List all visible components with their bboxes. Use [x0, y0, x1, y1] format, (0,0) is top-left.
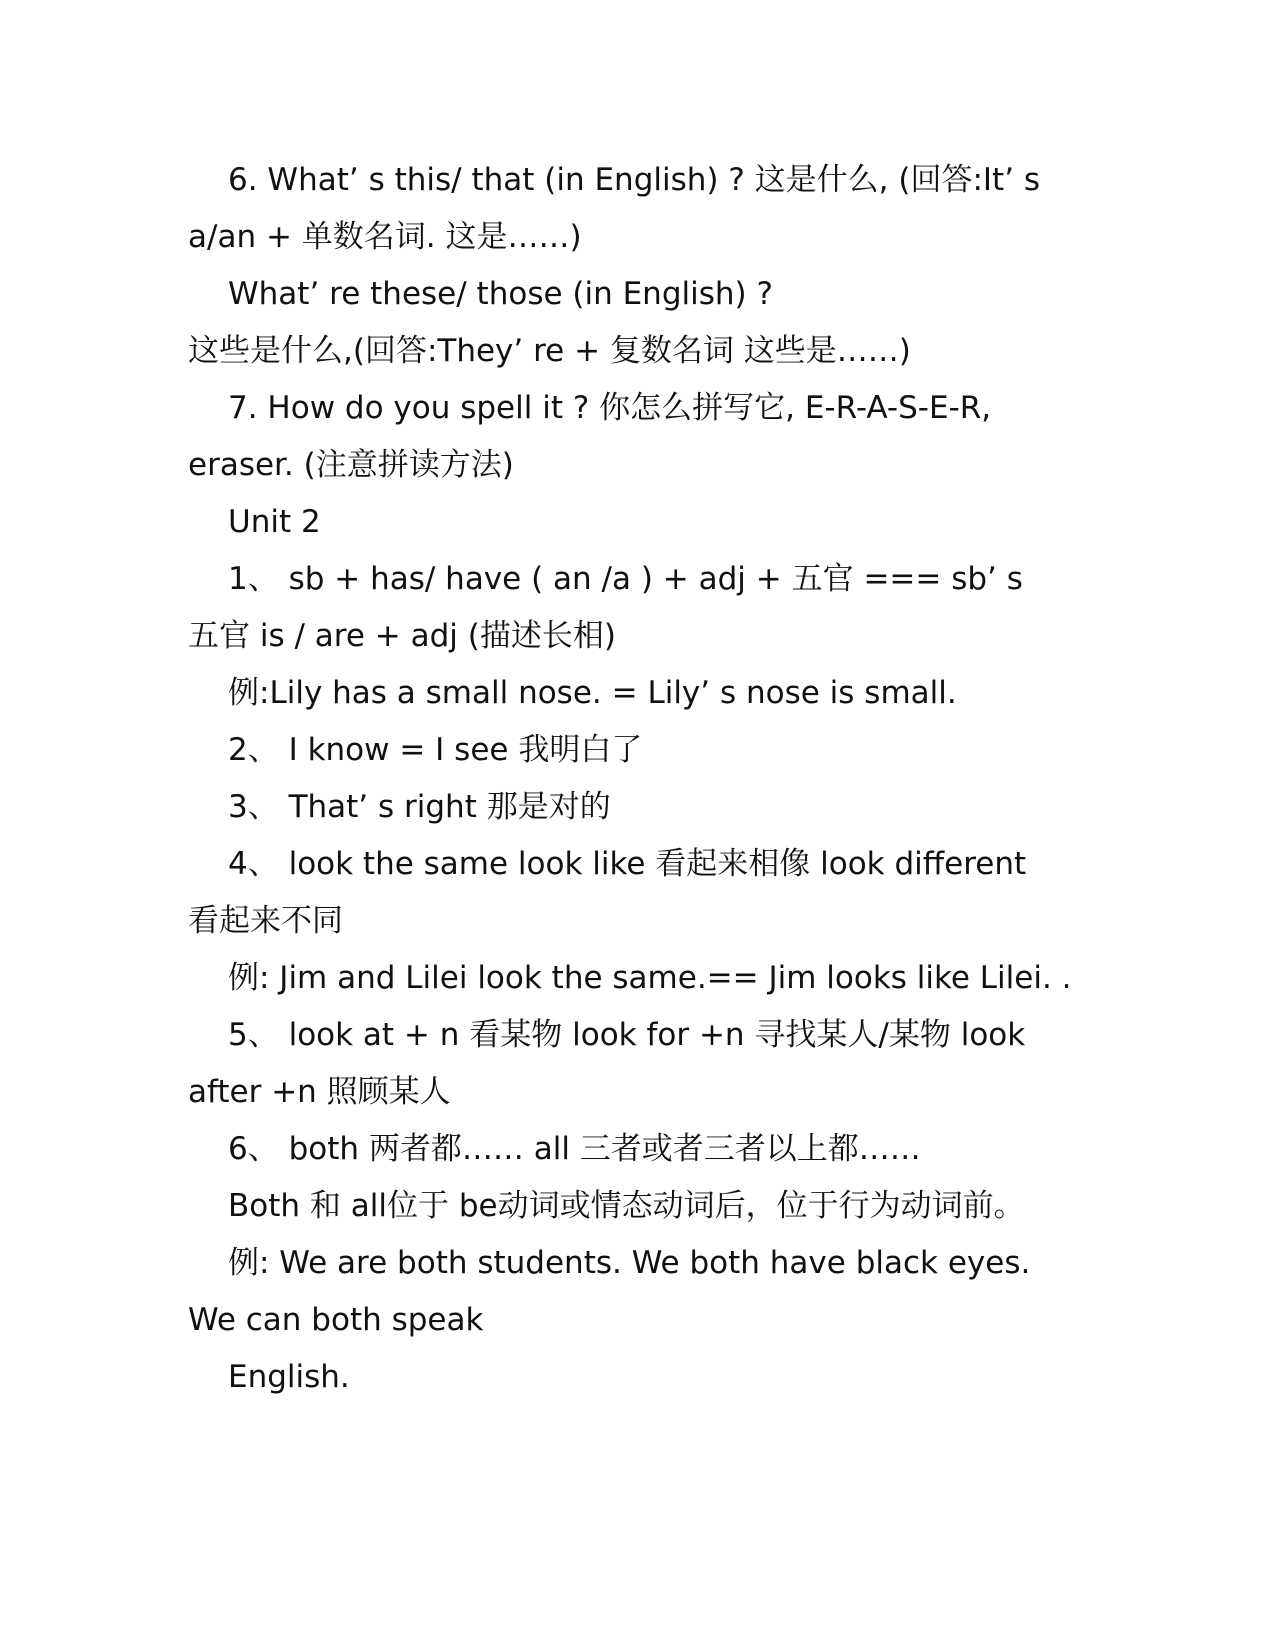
text-line: 这些是什么,(回答:They’ re + 复数名词 这些是……) — [188, 333, 911, 369]
text-line: 6、 both 两者都…… all 三者或者三者以上都…… — [228, 1131, 921, 1167]
text-line: 4、 look the same look like 看起来相像 look different — [228, 846, 1027, 882]
text-line: 例: We are both students. We both have black eyes. — [228, 1245, 1031, 1281]
text-line: English. — [228, 1359, 350, 1395]
text-line: a/an + 单数名词. 这是……) — [188, 219, 582, 255]
text-line: 五官 is / are + adj (描述长相) — [188, 618, 616, 654]
text-line: We can both speak — [188, 1302, 484, 1338]
text-line: 2、 I know = I see 我明白了 — [228, 732, 643, 768]
text-line: 看起来不同 — [188, 903, 343, 939]
text-line: after +n 照顾某人 — [188, 1074, 451, 1110]
text-line: 5、 look at + n 看某物 look for +n 寻找某人/某物 look — [228, 1017, 1026, 1053]
text-line: 7. How do you spell it ? 你怎么拼写它, E-R-A-S-E-R, — [228, 390, 992, 426]
text-line: Both 和 all位于 be动词或情态动词后，位于行为动词前。 — [228, 1188, 1025, 1224]
text-line: What’ re these/ those (in English) ? — [228, 276, 773, 312]
text-line: 3、 That’ s right 那是对的 — [228, 789, 611, 825]
text-line: 例:Lily has a small nose. = Lily’ s nose is small. — [228, 675, 957, 711]
text-line: eraser. (注意拼读方法) — [188, 447, 514, 483]
section-heading: Unit 2 — [228, 504, 321, 540]
text-line: 6. What’ s this/ that (in English) ? 这是什么, (回答:It’ s — [228, 162, 1041, 198]
text-line: 1、 sb + has/ have ( an /a ) + adj + 五官 === sb’ s — [228, 561, 1023, 597]
text-line: 例: Jim and Lilei look the same.== Jim looks like Lilei. . — [228, 960, 1072, 996]
document-body — [188, 152, 1088, 1406]
